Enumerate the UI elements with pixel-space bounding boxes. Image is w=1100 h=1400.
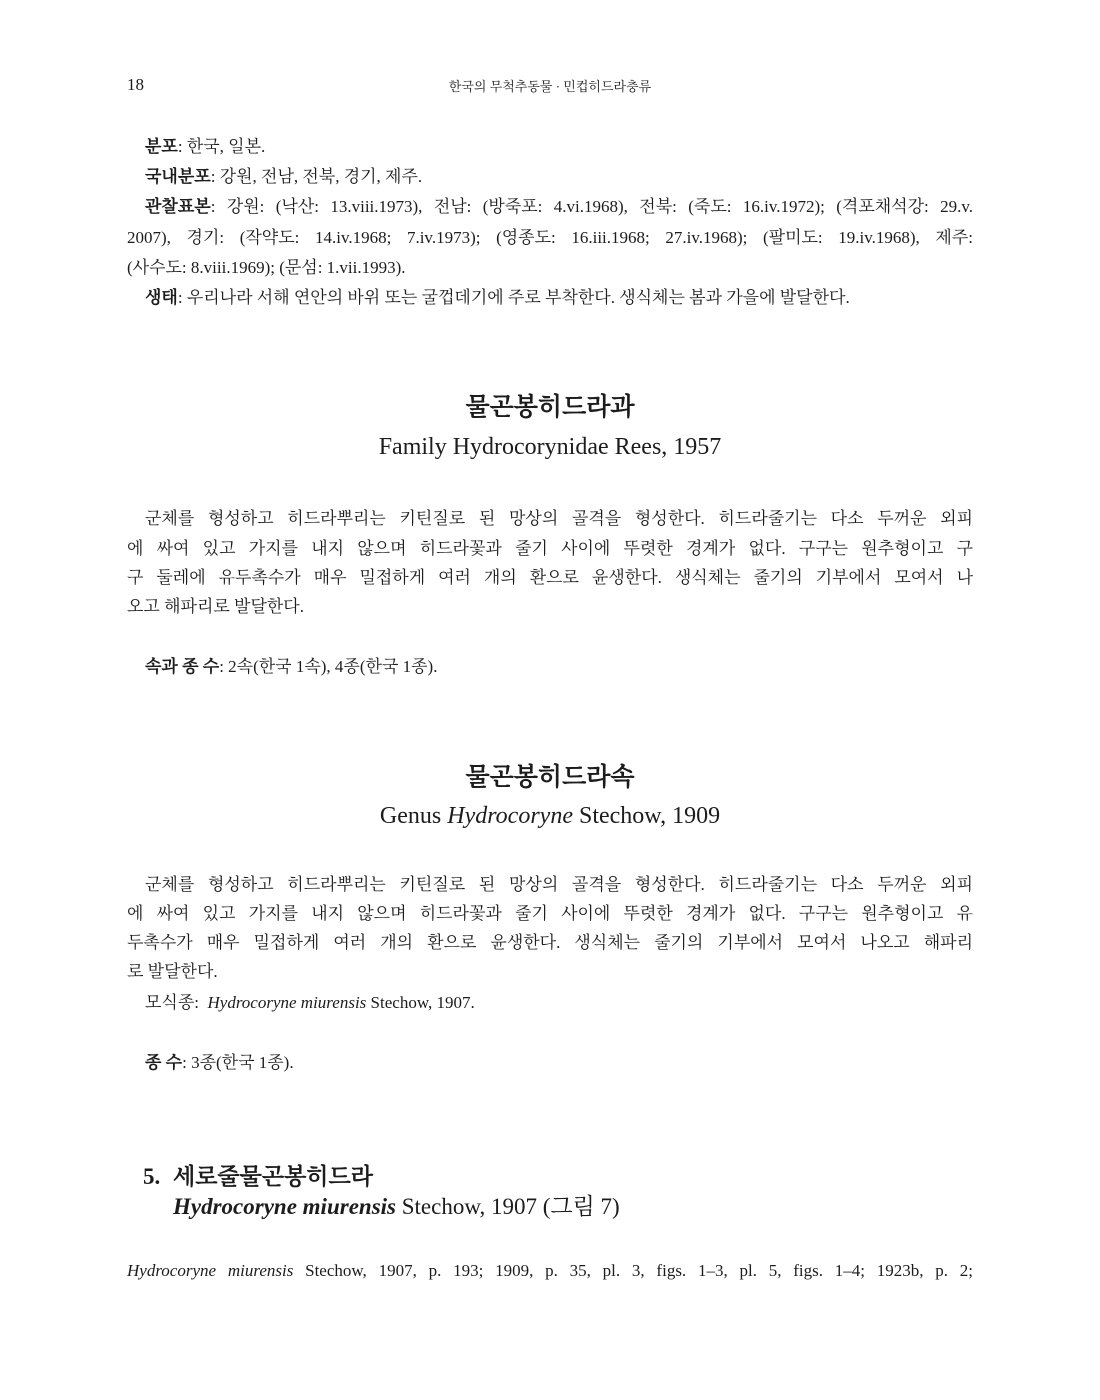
family-counts-line [145,656,973,678]
species-author: Stechow, 1907 [401,1194,537,1219]
genus-rank: Genus [379,803,442,829]
genus-counts-line [145,1052,973,1074]
type-species-name: Hydrocoryne miurensis [207,993,367,1012]
species-heading-korean [143,1162,943,1192]
family-description-line-1: 군체를 형성하고 히드라뿌리는 키틴질로 된 망상의 골격을 형성한다. 히드라줄기는 다소 두꺼운 외피 [145,509,973,528]
species-figure-ref: (그림 7) [542,1194,620,1219]
synonymy-name: Hydrocoryne miurensis [127,1261,294,1280]
ecology-label: 생태 [145,288,178,307]
specimens-line-3: (사수도: 8.viii.1969); (문섬: 1.vii.1993). [127,258,406,277]
specimens-label: 관찰표본 [145,197,211,216]
domestic-distribution-line [145,166,973,188]
distribution-label: 분포 [145,137,178,156]
type-species-line [145,992,973,1014]
type-species-author: Stechow, 1907. [370,993,475,1012]
genus-name: Hydrocoryne [447,803,573,829]
family-description-line-4: 오고 해파리로 발달한다. [127,597,304,616]
family-description-line-2: 에 싸여 있고 가지를 내지 않으며 히드라꽃과 줄기 사이에 뚜렷한 경계가 없다. 구구는 원추형이고 구 [127,539,973,558]
genus-description-line-3: 두촉수가 매우 밀접하게 여러 개의 환으로 윤생한다. 생식체는 줄기의 기부에서 모여서 나오고 해파리 [127,933,973,952]
family-heading-latin: Family Hydrocorynidae Rees, 1957 [378,434,722,460]
species-scientific-name: Hydrocoryne miurensis [173,1194,396,1219]
genus-description-line-4: 로 발달한다. [127,962,218,981]
genus-heading-latin [0,801,1100,831]
genus-counts-label: 종 수 [145,1053,183,1072]
specimens-text-1: : 강원: (낙산: 13.viii.1973), 전남: (방죽포: 4.vi.1968), 전북: (죽도: 16.iv.1972); (격포채석강: 29.v. [210,197,973,216]
species-name-korean: 세로줄물곤봉히드라 [173,1163,373,1190]
ecology-text: : 우리나라 서해 연안의 바위 또는 굴껍데기에 주로 부착한다. 생식체는 봄과 가을에 발달한다. [177,288,850,307]
species-number: 5. [143,1164,161,1189]
distribution-line [145,136,973,158]
domestic-distribution-label: 국내분포 [145,167,211,186]
distribution-text: : 한국, 일본. [177,137,266,156]
specimens-line-1 [145,196,973,218]
species-heading-latin [173,1192,973,1222]
ecology-line [145,287,973,309]
page-number: 18 [127,75,144,94]
genus-counts-text: : 3종(한국 1종). [182,1053,294,1072]
synonymy-text: Stechow, 1907, p. 193; 1909, p. 35, pl. 3, figs. 1–3, pl. 5, figs. 1–4; 1923b, p. 2; [305,1261,973,1280]
type-species-label: 모식종: [145,993,199,1012]
genus-description-line-1: 군체를 형성하고 히드라뿌리는 키틴질로 된 망상의 골격을 형성한다. 히드라줄기는 다소 두꺼운 외피 [145,875,973,894]
specimens-line-2: 2007), 경기: (작약도: 14.iv.1968; 7.iv.1973); (영종도: 16.iii.1968; 27.iv.1968); (팔미도: 19.iv.1968), 제주: [127,228,973,247]
domestic-distribution-text: : 강원, 전남, 전북, 경기, 제주. [210,167,423,186]
family-description-line-3: 구 둘레에 유두촉수가 매우 밀접하게 여러 개의 환으로 윤생한다. 생식체는 줄기의 기부에서 모여서 나 [127,568,973,587]
family-heading-korean: 물곤봉히드라과 [465,392,635,421]
family-counts-label: 속과 종 수 [145,657,220,676]
genus-description-line-2: 에 싸여 있고 가지를 내지 않으며 히드라꽃과 줄기 사이에 뚜렷한 경계가 없다. 구구는 원추형이고 유 [127,904,973,923]
running-title: 한국의 무척추동물 · 민컵히드라충류 [448,79,652,94]
synonymy-line [127,1260,973,1282]
genus-heading-korean: 물곤봉히드라속 [465,762,635,791]
family-counts-text: : 2속(한국 1속), 4종(한국 1종). [219,657,438,676]
genus-author: Stechow, 1909 [578,803,721,829]
